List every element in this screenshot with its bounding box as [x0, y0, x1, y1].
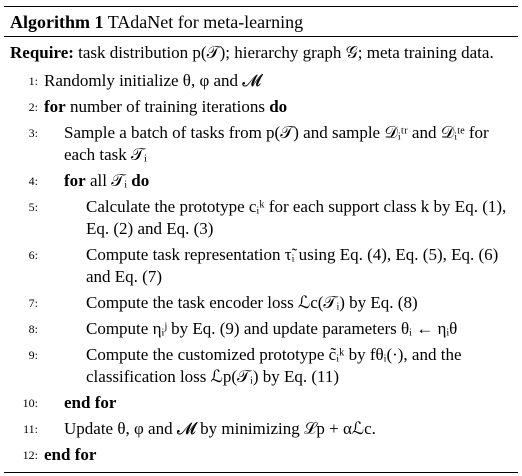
line-number: 9 : — [18, 344, 38, 366]
algo-line-8 — [10, 318, 514, 340]
line-number: 5 : — [18, 196, 38, 218]
algorithm-label: Algorithm 1 — [10, 12, 104, 32]
line-text: Update θ, φ and 𝓜 by minimizing ℒp + αℒc. — [64, 419, 376, 438]
line-text: Sample a batch of tasks from p(𝒯) and sample 𝒟ᵢᵗʳ and 𝒟ᵢᵗᵉ for each task 𝒯ᵢ — [64, 123, 489, 164]
require-text: task distribution p(𝒯); hierarchy graph 𝒢; meta training data. — [78, 43, 494, 62]
line-text: all 𝒯ᵢ — [89, 171, 128, 190]
line-text: Compute task representation τ̃ᵢ using Eq. (4), Eq. (5), Eq. (6) and Eq. (7) — [86, 245, 499, 286]
algo-line-6 — [10, 244, 514, 288]
keyword-for: for — [64, 171, 86, 190]
keyword-end-for: end for — [44, 445, 97, 464]
line-number: 1 : — [18, 70, 38, 92]
algo-line-2 — [10, 96, 514, 118]
algo-line-11 — [10, 418, 514, 440]
line-text: Compute ηᵢʲ by Eq. (9) and update parameters θᵢ ← ηᵢθ — [86, 319, 458, 338]
line-number: 2 : — [18, 96, 38, 118]
algorithm-body — [4, 37, 518, 472]
algo-line-4 — [10, 170, 514, 192]
line-number: 10 : — [18, 392, 38, 414]
line-text: number of training iterations — [69, 97, 265, 116]
algorithm-title: TAdaNet for meta-learning — [107, 12, 304, 32]
line-text: Compute the task encoder loss ℒc(𝒯ᵢ) by Eq. (8) — [86, 293, 418, 312]
line-text: Randomly initialize θ, φ and 𝓜 — [44, 71, 262, 90]
algo-line-1 — [10, 70, 514, 92]
line-number: 11 : — [18, 418, 38, 440]
line-number: 7 : — [18, 292, 38, 314]
algo-line-3 — [10, 122, 514, 166]
algo-line-7 — [10, 292, 514, 314]
line-text: Calculate the prototype cᵢᵏ for each support class k by Eq. (1), Eq. (2) and Eq. (3) — [86, 197, 507, 238]
line-number: 3 : — [18, 122, 38, 144]
keyword-end-for: end for — [64, 393, 117, 412]
line-text: Compute the customized prototype c̃ᵢᵏ by fθᵢ(·), and the classification loss ℒp(𝒯ᵢ) by Eq. (11) — [86, 345, 462, 386]
algo-line-10 — [10, 392, 514, 414]
algo-line-5 — [10, 196, 514, 240]
line-number: 12 : — [18, 444, 38, 466]
keyword-do: do — [269, 97, 288, 116]
require-label: Require: — [10, 43, 74, 62]
algo-line-9 — [10, 344, 514, 388]
algo-line-12 — [10, 444, 514, 466]
line-number: 4 : — [18, 170, 38, 192]
require-line — [10, 42, 514, 64]
line-number: 8 : — [18, 318, 38, 340]
algorithm-header — [4, 7, 518, 37]
line-number: 6 : — [18, 244, 38, 266]
keyword-do: do — [131, 171, 150, 190]
keyword-for: for — [44, 97, 66, 116]
algorithm-box — [4, 6, 518, 473]
